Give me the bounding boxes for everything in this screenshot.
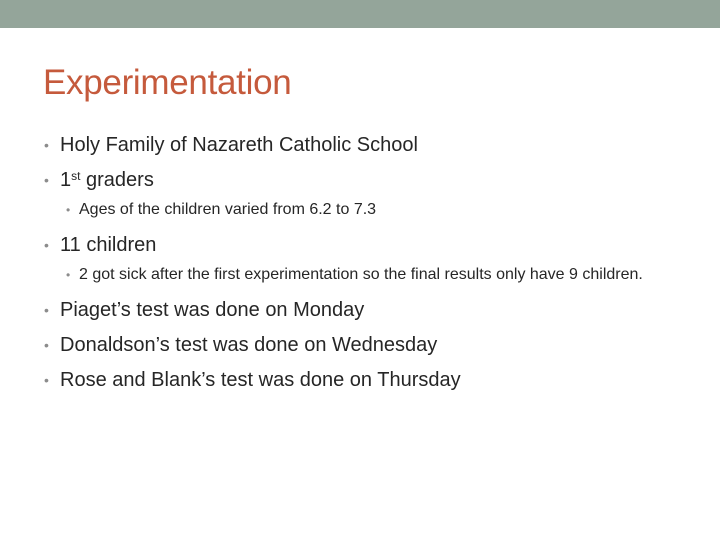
bullet-icon: • [66,203,71,217]
bullet-text-suffix: graders [80,169,154,191]
sub-bullet-item [44,198,684,222]
bullet-list [44,132,684,393]
bullet-icon: • [66,268,71,282]
bullet-icon: • [44,302,49,318]
bullet-icon: • [44,372,49,388]
bullet-text: Donaldson’s test was done on Wednesday [60,334,438,356]
slide-title: Experimentation [43,63,292,102]
bullet-item [44,297,684,323]
bullet-item [44,132,684,158]
bullet-item [44,367,684,393]
bullet-text: Rose and Blank’s test was done on Thursday [60,369,461,391]
top-accent-bar [0,0,720,28]
bullet-icon: • [44,237,49,253]
bullet-icon: • [44,337,49,353]
bullet-text-superscript: st [71,169,81,183]
bullet-icon: • [44,172,49,188]
bullet-text-prefix: 1 [60,169,72,191]
sub-bullet-item [44,263,684,287]
bullet-text: Holy Family of Nazareth Catholic School [60,134,418,156]
bullet-text: 11 children [60,234,157,256]
bullet-icon: • [44,137,49,153]
bullet-item [44,167,684,193]
bullet-text: Piaget’s test was done on Monday [60,299,365,321]
bullet-item [44,232,684,258]
bullet-text: 2 got sick after the first experimentation so the final results only have 9 children. [79,266,643,283]
bullet-text: Ages of the children varied from 6.2 to 7.3 [79,201,377,218]
bullet-item [44,332,684,358]
